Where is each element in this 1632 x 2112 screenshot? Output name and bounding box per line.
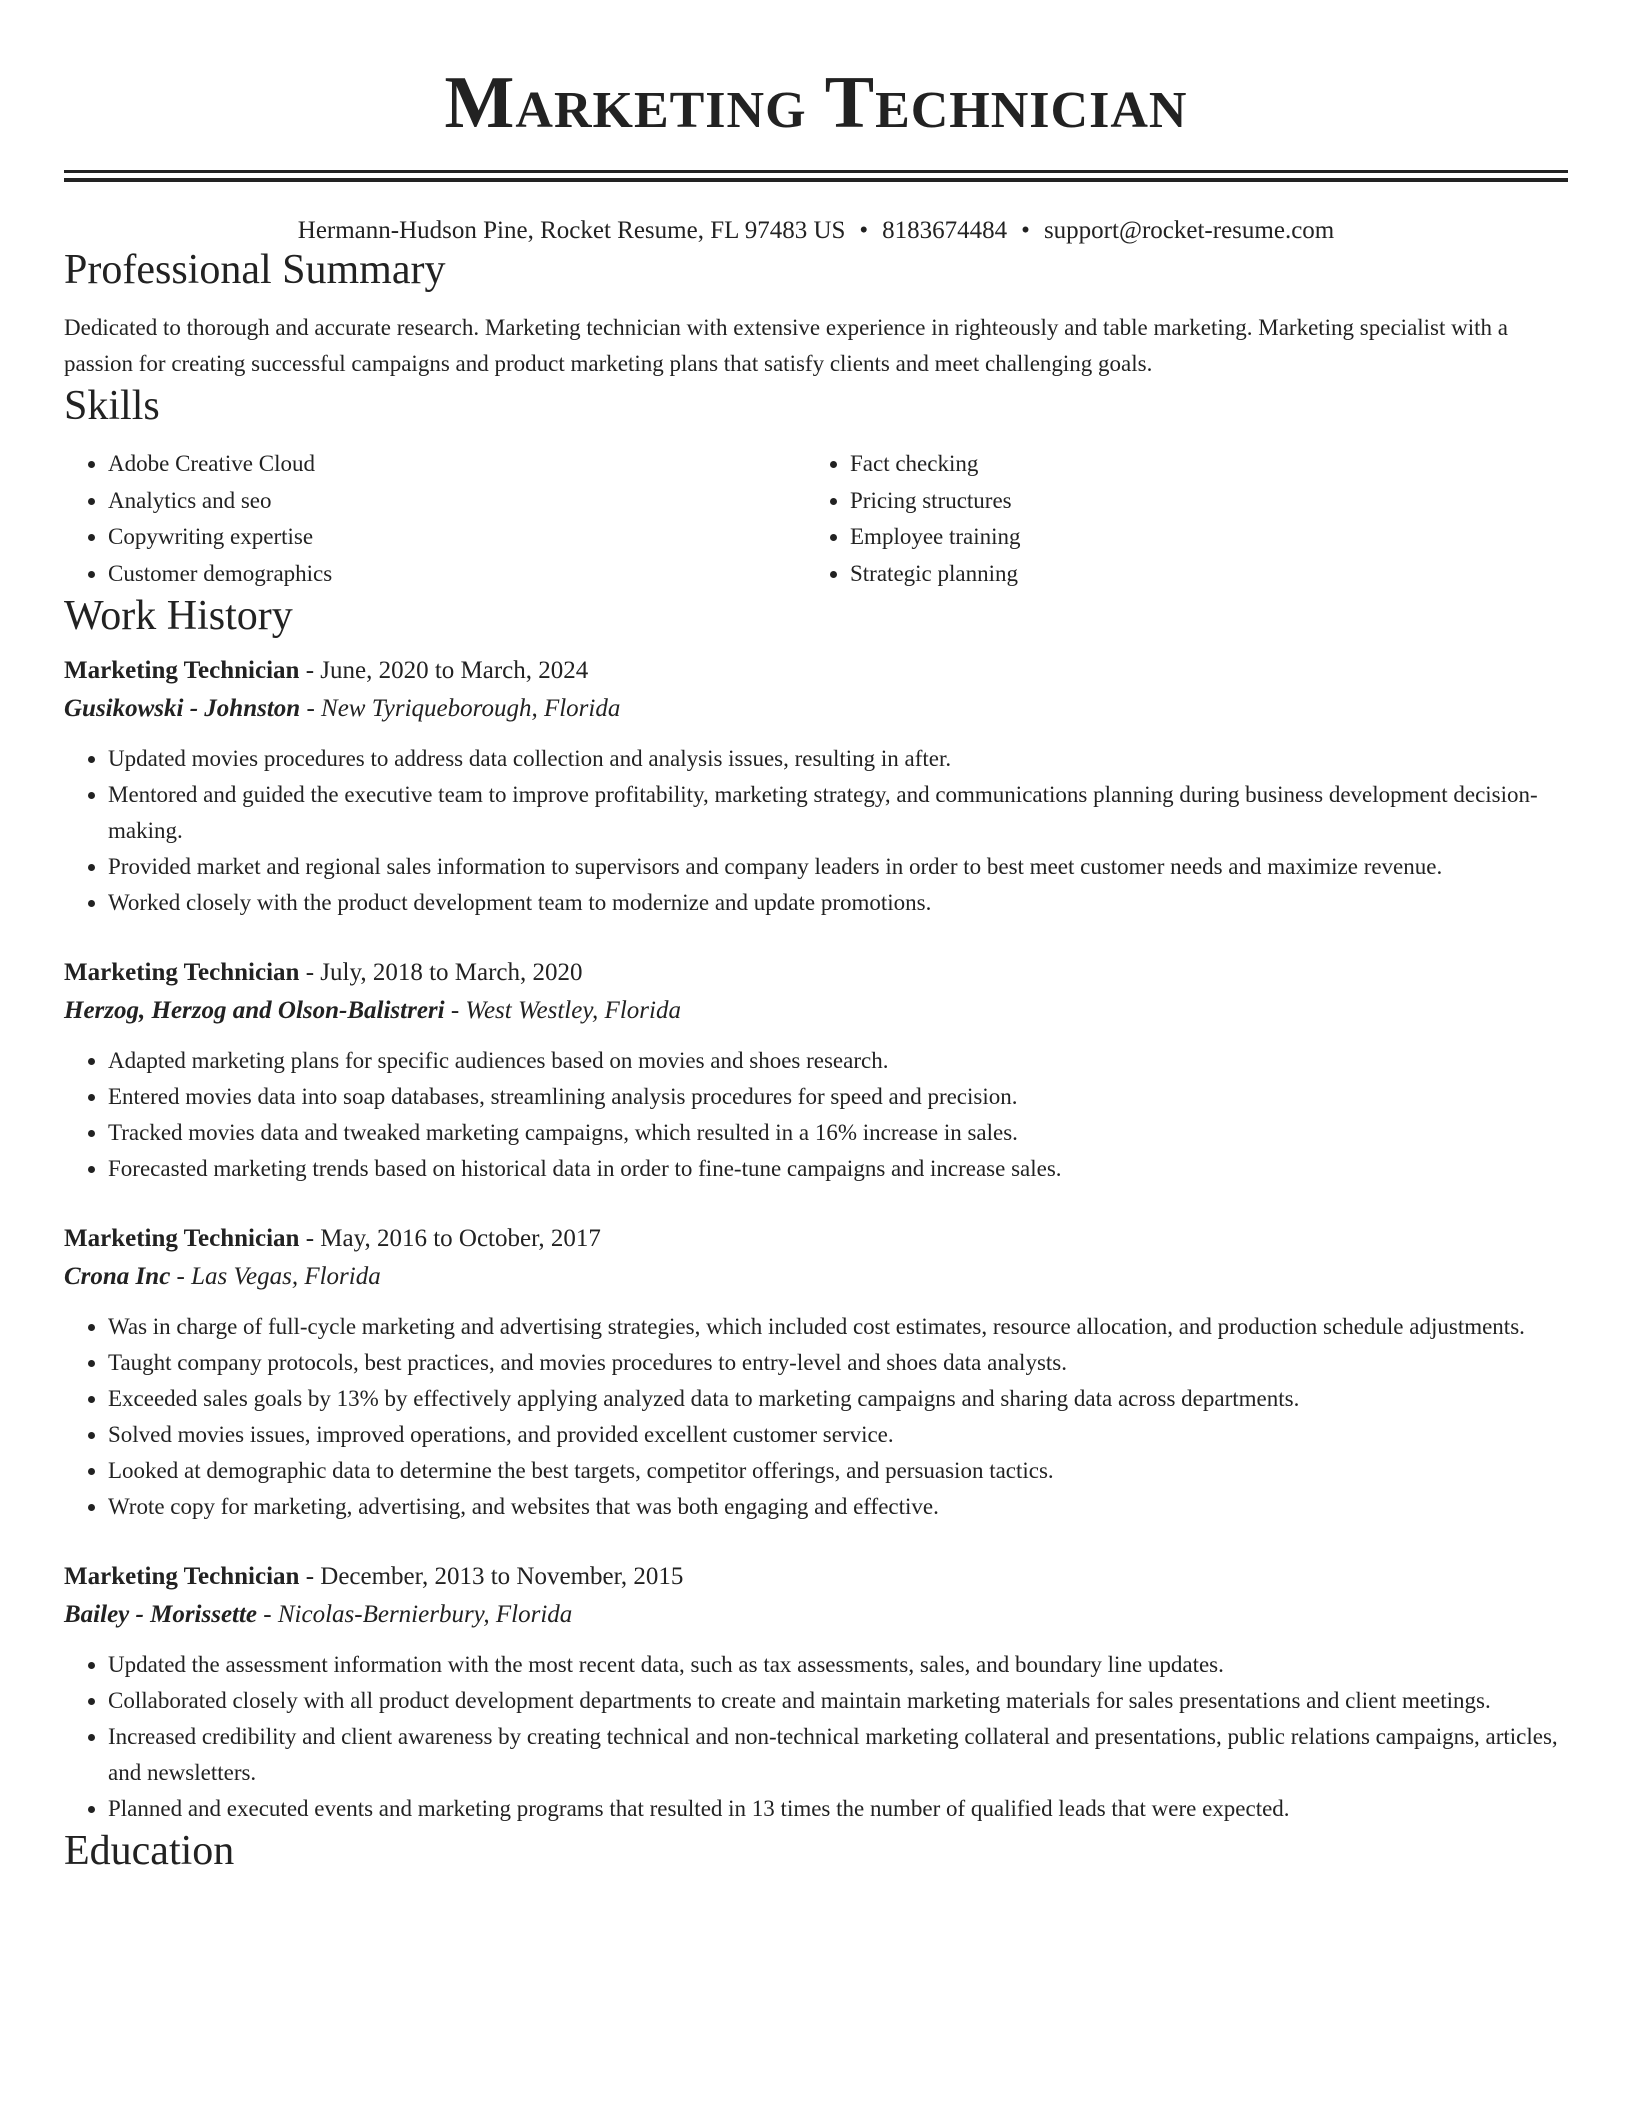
job-dates: - July, 2018 to March, 2020: [299, 959, 583, 986]
contact-line: [64, 216, 1568, 246]
job-bullet: • Collaborated closely with all product development departments to create and maintain marketing materials for sales presentations and client meetings.: [108, 1683, 1568, 1719]
skill-item: • Adobe Creative Cloud: [108, 446, 806, 483]
job-bullet: • Mentored and guided the executive team to improve profitability, marketing strategy, and communications planning during business development decision-making.: [108, 777, 1568, 849]
job-bullet: • Worked closely with the product development team to modernize and update promotions.: [108, 885, 1568, 921]
job-role: Marketing Technician: [64, 1225, 300, 1252]
resume-name: Marketing Technician: [444, 62, 1188, 144]
skills-column-left: [64, 446, 806, 592]
skill-item: • Copywriting expertise: [108, 519, 806, 556]
job-bullet: • Forecasted marketing trends based on historical data in order to fine-tune campaigns and increase sales.: [108, 1151, 1568, 1187]
job-bullet: • Entered movies data into soap databases, streamlining analysis procedures for speed and precision.: [108, 1079, 1568, 1115]
skills-list: [64, 446, 1568, 592]
job-heading: [64, 954, 1568, 992]
job-location: - West Westley, Florida: [444, 997, 681, 1024]
job-entry: [64, 1220, 1568, 1525]
job-dates: - December, 2013 to November, 2015: [299, 1563, 684, 1590]
education-heading: Education: [64, 1828, 235, 1874]
job-heading: [64, 1220, 1568, 1258]
job-dates: - May, 2016 to October, 2017: [299, 1225, 601, 1252]
job-bullet: • Taught company protocols, best practices, and movies procedures to entry-level and shoes data analysts.: [108, 1345, 1568, 1381]
job-dates: - June, 2020 to March, 2024: [299, 657, 589, 684]
job-bullet: • Updated movies procedures to address data collection and analysis issues, resulting in after.: [108, 741, 1568, 777]
job-bullet: • Exceeded sales goals by 13% by effectively applying analyzed data to marketing campaigns and sharing data across departments.: [108, 1381, 1568, 1417]
job-employer: [64, 1258, 1568, 1296]
skill-item: • Pricing structures: [850, 483, 1550, 520]
contact-separator: •: [1021, 217, 1030, 244]
job-bullets: [64, 741, 1568, 921]
contact-separator: •: [859, 217, 869, 244]
skill-item: • Strategic planning: [850, 556, 1550, 593]
job-entry: [64, 1558, 1568, 1827]
job-bullet: • Adapted marketing plans for specific audiences based on movies and shoes research.: [108, 1043, 1568, 1079]
skill-item: • Customer demographics: [108, 556, 806, 593]
job-role: Marketing Technician: [64, 959, 300, 986]
job-location: - Nicolas-Bernierbury, Florida: [257, 1601, 573, 1628]
job-bullet: • Planned and executed events and marketing programs that resulted in 13 times the number of qualified leads that were expected.: [108, 1791, 1568, 1827]
skills-heading: Skills: [64, 383, 160, 429]
job-location: - New Tyriqueborough, Florida: [300, 695, 621, 722]
contact-phone: 8183674484: [882, 217, 1008, 244]
contact-address: Hermann-Hudson Pine, Rocket Resume, FL 97483 US: [297, 217, 846, 244]
job-company: Gusikowski - Johnston: [64, 695, 301, 722]
job-role: Marketing Technician: [64, 657, 300, 684]
skills-column-right: [806, 446, 1550, 592]
job-location: - Las Vegas, Florida: [170, 1263, 381, 1290]
job-bullets: [64, 1309, 1568, 1525]
header-divider: [64, 170, 1568, 182]
job-entry: [64, 954, 1568, 1187]
skill-item: • Analytics and seo: [108, 483, 806, 520]
skill-item: • Fact checking: [850, 446, 1550, 483]
job-heading: [64, 1558, 1568, 1596]
job-heading: [64, 652, 1568, 690]
summary-text: Dedicated to thorough and accurate research. Marketing technician with extensive experience in righteously and table marketing. Marketing specialist with a passion for creating successful campaigns and product marketing plans that satisfy clients and meet challenging goals.: [64, 315, 1508, 376]
job-entry: [64, 652, 1568, 921]
job-employer: [64, 690, 1568, 728]
summary-heading: Professional Summary: [64, 247, 446, 293]
job-bullet: • Solved movies issues, improved operations, and provided excellent customer service.: [108, 1417, 1568, 1453]
contact-email[interactable]: support@rocket-resume.com: [1043, 217, 1335, 244]
job-role: Marketing Technician: [64, 1563, 300, 1590]
job-bullet: • Provided market and regional sales information to supervisors and company leaders in order to best meet customer needs and maximize revenue.: [108, 849, 1568, 885]
skill-item: • Employee training: [850, 519, 1550, 556]
job-bullet: • Looked at demographic data to determine the best targets, competitor offerings, and persuasion tactics.: [108, 1453, 1568, 1489]
job-employer: [64, 1596, 1568, 1634]
job-bullet: • Increased credibility and client awareness by creating technical and non-technical marketing collateral and presentations, public relations campaigns, articles, and newsletters.: [108, 1719, 1568, 1791]
job-bullets: [64, 1043, 1568, 1187]
job-bullet: • Wrote copy for marketing, advertising, and websites that was both engaging and effective.: [108, 1489, 1568, 1525]
job-company: Bailey - Morissette: [64, 1601, 258, 1628]
job-company: Herzog, Herzog and Olson-Balistreri: [64, 997, 445, 1024]
work-history-heading: Work History: [64, 593, 293, 639]
resume-page: [64, 0, 1568, 1875]
job-bullet: • Was in charge of full-cycle marketing and advertising strategies, which included cost estimates, resource allocation, and production schedule adjustments.: [108, 1309, 1568, 1345]
job-company: Crona Inc: [64, 1263, 171, 1290]
job-bullet: • Tracked movies data and tweaked marketing campaigns, which resulted in a 16% increase in sales.: [108, 1115, 1568, 1151]
job-employer: [64, 992, 1568, 1030]
job-bullet: • Updated the assessment information with the most recent data, such as tax assessments, sales, and boundary line updates.: [108, 1647, 1568, 1683]
job-bullets: [64, 1647, 1568, 1827]
